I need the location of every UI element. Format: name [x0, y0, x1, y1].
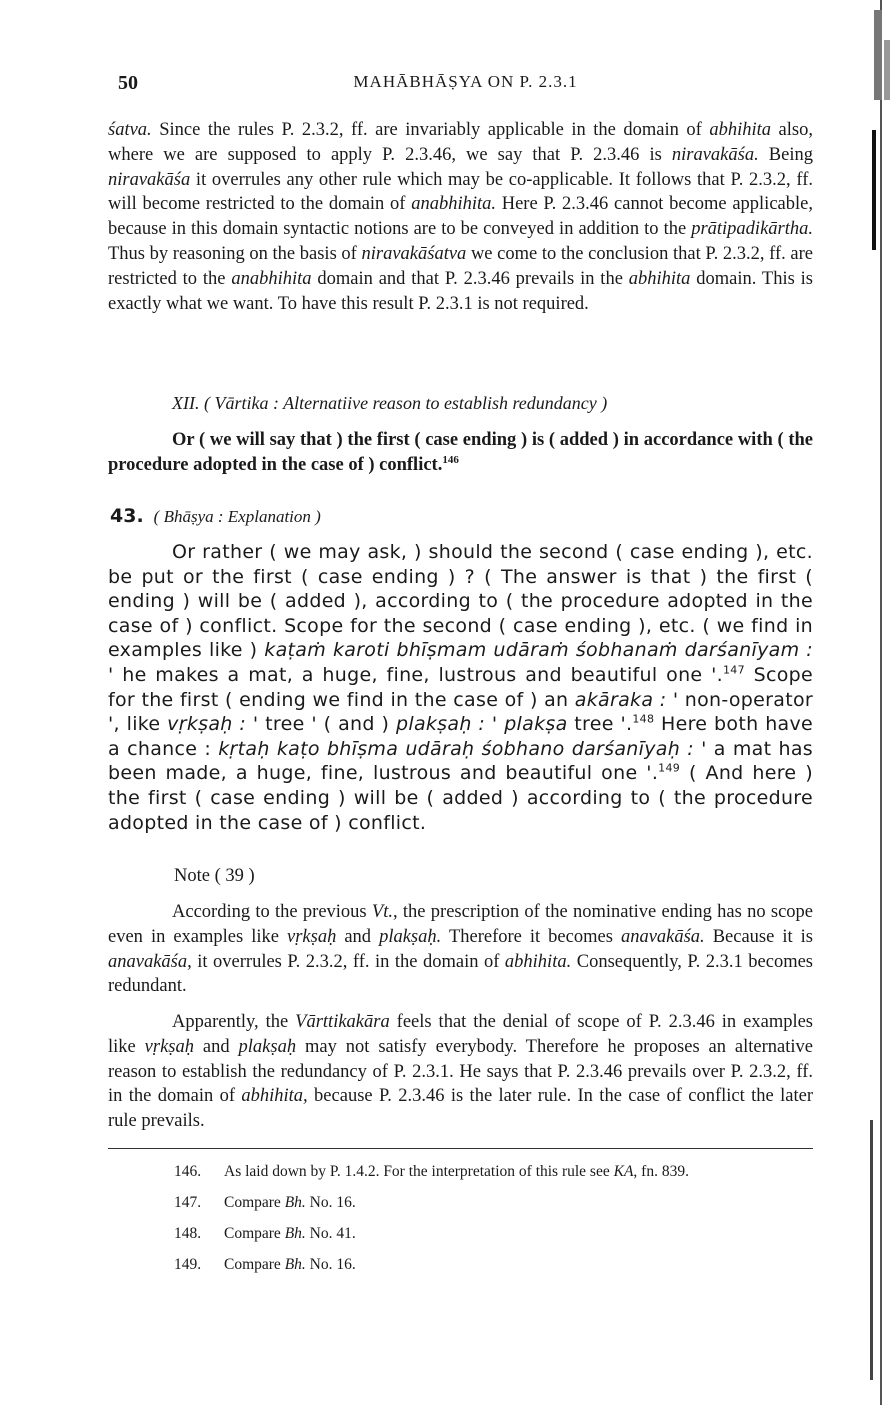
footnote-divider: [108, 1148, 813, 1149]
scan-edge-mark: [874, 10, 882, 100]
scan-edge: [880, 0, 882, 1405]
vartika-heading: XII. ( Vārtika : Alternatiive reason to establish redundancy ): [172, 393, 608, 413]
footnote-ref: 146: [442, 453, 459, 466]
scan-edge-mark: [872, 130, 876, 250]
note-heading: Note ( 39 ): [174, 866, 255, 886]
scan-edge-mark: [884, 40, 890, 100]
footnote-146: 146. As laid down by P. 1.4.2. For the interpretation of this rule see KA, fn. 839.: [174, 1163, 689, 1180]
section-number: 43.: [110, 505, 144, 527]
footnote-ref: 149: [658, 762, 681, 776]
footnotes: [174, 1162, 834, 1286]
section-label: ( Bhāṣya : Explanation ): [153, 507, 321, 526]
bhasya-heading: [110, 505, 321, 527]
footnote-147: 147. Compare Bh. No. 16.: [174, 1194, 356, 1211]
footnote-ref: 148: [632, 712, 655, 726]
running-title: MAHĀBHĀṢYA ON P. 2.3.1: [353, 72, 578, 91]
page-header: [108, 72, 823, 102]
note-paragraph-2: Apparently, the Vārttikakāra feels that the denial of scope of P. 2.3.46 in examples like vṛkṣaḥ and plakṣaḥ may not satisfy everybody. Therefore he proposes an alternative reason to establish the redundancy of P. 2.3.1. He says that P. 2.3.46 prevails over P. 2.3.2, ff. in the domain of abhihita, because P. 2.3.46 is the later rule. In the case of conflict the later rule prevails.: [108, 1012, 814, 1132]
note-paragraph-1: According to the previous Vt., the prescription of the nominative ending has no scope even in examples like vṛkṣaḥ and plakṣaḥ. Therefore it becomes anavakāśa. Because it is anavakāśa, it overrules P. 2.3.2, ff. in the domain of abhihita. Consequently, P. 2.3.1 becomes redundant.: [108, 902, 813, 997]
page-number: 50: [118, 72, 138, 94]
bhasya-text: Or rather ( we may ask, ) should the second ( case ending ), etc. be put or the first ( case ending ) ? ( The answer is that ) the first ( ending ) will be ( added ), according to ( the procedure adopted in the case of ) conflict. Scope for the second ( case ending ), etc. ( we find in examples like ) kaṭaṁ karoti bhīṣmam udāraṁ śobhanaṁ darśanīyam : ' he makes a mat, a huge, fine, lustrous and beautiful one '.$^{147}$ Scope for the first ( ending we find in the case of ) an akāraka : ' non-operator ', like vṛkṣaḥ : ' tree ' ( and ) plakṣaḥ : ' plakṣa tree '.$^{148}$ Here both have a chance : kṛtaḥ kaṭo bhīṣma udāraḥ śobhano darśanīyaḥ : ' a mat has been made, a huge, fine, lustrous and beautiful one '.$^{149}$ ( And here ) the first ( case ending ) will be ( added ) according to ( the procedure adopted in the case of ) conflict.: [108, 541, 814, 834]
vartika-text: Or ( we will say that ) the first ( case ending ) is ( added ) in accordance with ( the procedure adopted in the case of ) conflict.$^{146}$: [108, 430, 813, 475]
footnote-ref: 147: [723, 663, 745, 677]
footnote-148: 148. Compare Bh. No. 41.: [174, 1225, 356, 1242]
scan-edge-mark: [870, 1120, 873, 1380]
paragraph-intro: śatva. Since the rules P. 2.3.2, ff. are invariably applicable in the domain of abhihita also, where we are supposed to apply P. 2.3.46, we say that P. 2.3.46 is niravakāśa. Being niravakāśa it overrules any other rule which may be co-applicable. It follows that P. 2.3.2, ff. will become restricted to the domain of anabhihita. Here P. 2.3.46 cannot become applicable, because in this domain syntactic notions are to be conveyed in addition to the prātipadikārtha. Thus by reasoning on the basis of niravakāśatva we come to the conclusion that P. 2.3.2, ff. are restricted to the anabhihita domain and that P. 2.3.46 prevails in the abhihita domain. This is exactly what we want. To have this result P. 2.3.1 is not required.: [108, 120, 813, 314]
footnote-149: 149. Compare Bh. No. 16.: [174, 1256, 356, 1273]
